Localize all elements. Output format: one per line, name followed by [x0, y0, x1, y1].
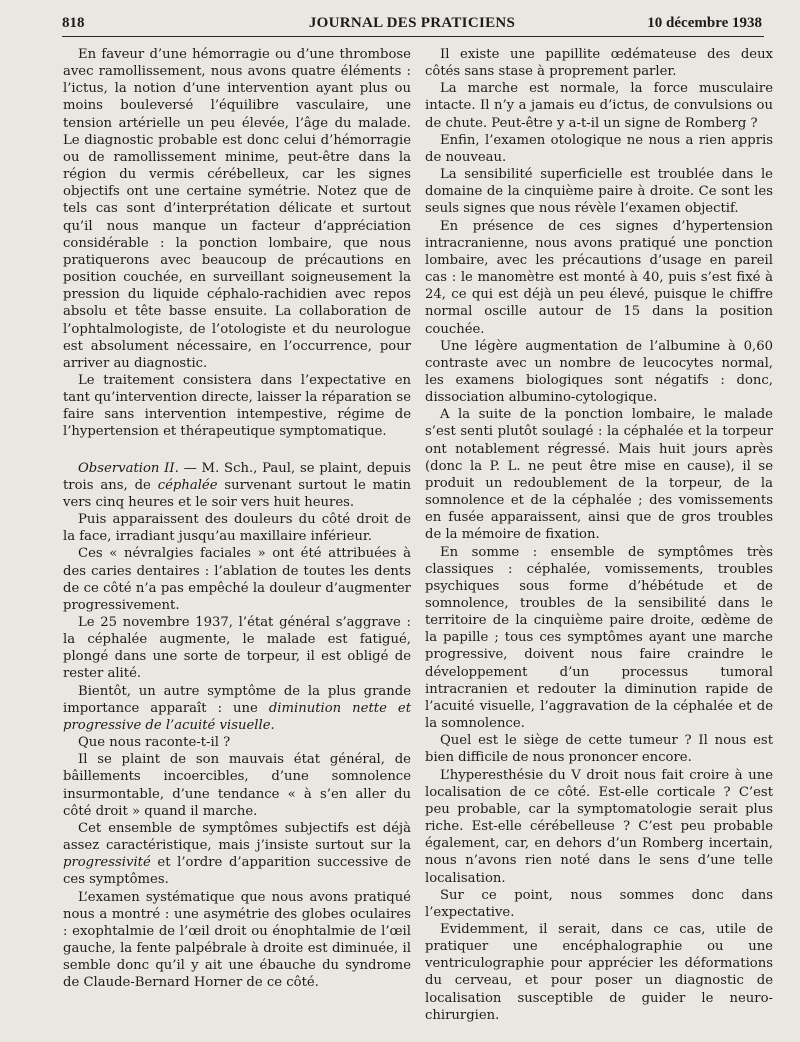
paragraph: Une légère augmentation de l’albumine à 0,60 contraste avec un nombre de leucocytes normal, les examens biologiques sont négatifs : donc, dissociation albumino-cytologique.: [425, 338, 773, 406]
paragraph: L’examen systématique que nous avons pratiqué nous a montré : une asymétrie des globes oculaires : exophtalmie de l’œil droit ou énophtalmie de l’œil gauche, la fente palpébrale à droite est diminuée, il semble donc qu’il y ait une ébauche du syndrome de Claude-Bernard Horner de ce côté.: [63, 889, 411, 991]
observation-paragraph: [63, 460, 411, 511]
observation-label: Observation II.: [78, 460, 179, 476]
paragraph: Il existe une papillite œdémateuse des deux côtés sans stase à proprement parler.: [425, 47, 773, 80]
paragraph: Il se plaint de son mauvais état général, de bâillements incoercibles, d’une somnolence insurmontable, d’une tendance « à s’en aller du côté droit » quand il marche.: [63, 752, 411, 819]
left-column: [63, 46, 411, 991]
text-run: — M. Sch., Paul, se plaint, depuis trois ans, de: [63, 460, 411, 493]
emphasis: progressivité: [63, 855, 151, 871]
paragraph: A la suite de la ponction lombaire, le malade s’est senti plutôt soulagé : la céphalée et la torpeur ont notablement régressé. Mais huit jours après (donc la P. L. ne peut être mise en cause), il se produit un redoublement de la torpeur, de la somnolence et de la céphalée ; des vomissements en fusée apparaissent, ainsi que de gros troubles de la mémoire de fixation.: [425, 407, 773, 543]
issue-date: 10 décembre 1938: [647, 15, 762, 31]
emphasis: céphalée: [157, 477, 218, 493]
paragraph: En présence de ces signes d’hypertension intracranienne, nous avons pratiqué une ponction lombaire, avec les précautions d’usage en pareil cas : le manomètre est monté à 40, puis s’est fixé à 24, ce qui est déjà un peu élevé, puisque le chiffre normal oscille autour de 15 dans la position couchée.: [425, 218, 773, 337]
text-run: survenant surtout le matin vers cinq heures et le soir vers huit heures.: [63, 477, 412, 510]
paragraph: Quel est le siège de cette tumeur ? Il nous est bien difficile de nous prononcer encore.: [425, 733, 773, 766]
paragraph: Ces « névralgies faciales » ont été attribuées à des caries dentaires : l’ablation de toutes les dents de ce côté n’a pas empêché la douleur d’augmenter progressivement.: [63, 546, 411, 613]
emphasis: diminution nette et progressive de l’acuité visuelle.: [63, 700, 411, 733]
text-run: Cet ensemble de symptômes subjectifs est déjà assez caractéristique, mais j’insiste surtout sur la: [63, 820, 411, 854]
paragraph: La sensibilité superficielle est troublée dans le domaine de la cinquième paire à droite. Ce sont les seuls signes que nous révèle l’examen objectif.: [425, 167, 773, 217]
running-header: [62, 13, 762, 35]
paragraph: Le 25 novembre 1937, l’état général s’aggrave : la céphalée augmente, le malade est fatigué, plongé dans une sorte de torpeur, il est obligé de rester alité.: [63, 615, 411, 682]
paragraph: Sur ce point, nous sommes donc dans l’expectative.: [425, 887, 773, 920]
text-run: Bientôt, un autre symptôme de la plus grande importance apparaît : une: [63, 683, 411, 716]
paragraph: Puis apparaissent des douleurs du côté droit de la face, irradiant jusqu’au maxillaire inférieur.: [63, 512, 411, 545]
paragraph: Que nous raconte-t-il ?: [78, 735, 231, 751]
paragraph: En faveur d’une hémorragie ou d’une thrombose avec ramollissement, nous avons quatre éléments : l’ictus, la notion d’une intervention ayant plus ou moins bouleversé l’équilibre vasculaire, une tension artérielle un peu élevée, l’âge du malade. Le diagnostic probable est donc celui d’hémorragie ou de ramollissement minime, peut-être dans la région du vermis cérébelleux, car les signes objectifs ont une certaine symétrie. Notez que de tels cas sont d’interprétation délicate et surtout qu’il nous manque un facteur d’appréciation considérable : la ponction lombaire, que nous pratiquerons avec beaucoup de précautions en position couchée, en surveillant soigneusement la pression du liquide céphalo-rachidien avec repos absolu et tête basse ensuite. La collaboration de l’ophtalmologiste, de l’otologiste et du neurologue est absolument nécessaire, en l’occurrence, pour arriver au diagnostic.: [63, 47, 411, 371]
paragraph: L’hyperesthésie du V droit nous fait croire à une localisation de ce côté. Est-elle corticale ? C’est peu probable, car la symptomatologie serait plus riche. Est-elle cérébelleuse ? C’est peu probable également, car, en dehors d’un Romberg incertain, nous n’avons rien noté dans le sens d’une telle localisation.: [425, 767, 773, 886]
paragraph: En somme : ensemble de symptômes très classiques : céphalée, vomissements, troubles psychiques sous forme d’hébétude et de somnolence, troubles de la sensibilité dans le territoire de la cinquième paire droite, œdème de la papille ; tous ces symptômes ayant une marche progressive, doivent nous faire craindre le développement d’un processus tumoral intracranien et redouter la diminution rapide de l’acuité visuelle, l’aggravation de la céphalée et de la somnolence.: [425, 544, 773, 732]
right-column: [425, 46, 773, 1024]
journal-title: JOURNAL DES PRATICIENS: [308, 15, 516, 31]
paragraph: [63, 820, 411, 889]
header-rule: [62, 36, 764, 37]
paragraph: Le traitement consistera dans l’expectative en tant qu’intervention directe, laisser la réparation se faire sans intervention intempestive, régime de l’hypertension et thérapeutique symptomatique.: [63, 372, 411, 440]
paragraph: Enfin, l’examen otologique ne nous a rien appris de nouveau.: [425, 132, 773, 165]
paragraph: La marche est normale, la force musculaire intacte. Il n’y a jamais eu d’ictus, de convulsions ou de chute. Peut-être y a-t-il un signe de Romberg ?: [425, 81, 773, 131]
paragraph: Evidemment, il serait, dans ce cas, utile de pratiquer une encéphalographie ou une ventriculographie pour apprécier les déformations du cerveau, et pour poser un diagnostic de localisation susceptible de guider le neuro-chirurgien.: [425, 921, 773, 1023]
page-number: 818: [62, 15, 85, 31]
text-run: et l’ordre d’apparition successive de ces symptômes.: [63, 855, 411, 888]
paragraph: [63, 683, 411, 734]
